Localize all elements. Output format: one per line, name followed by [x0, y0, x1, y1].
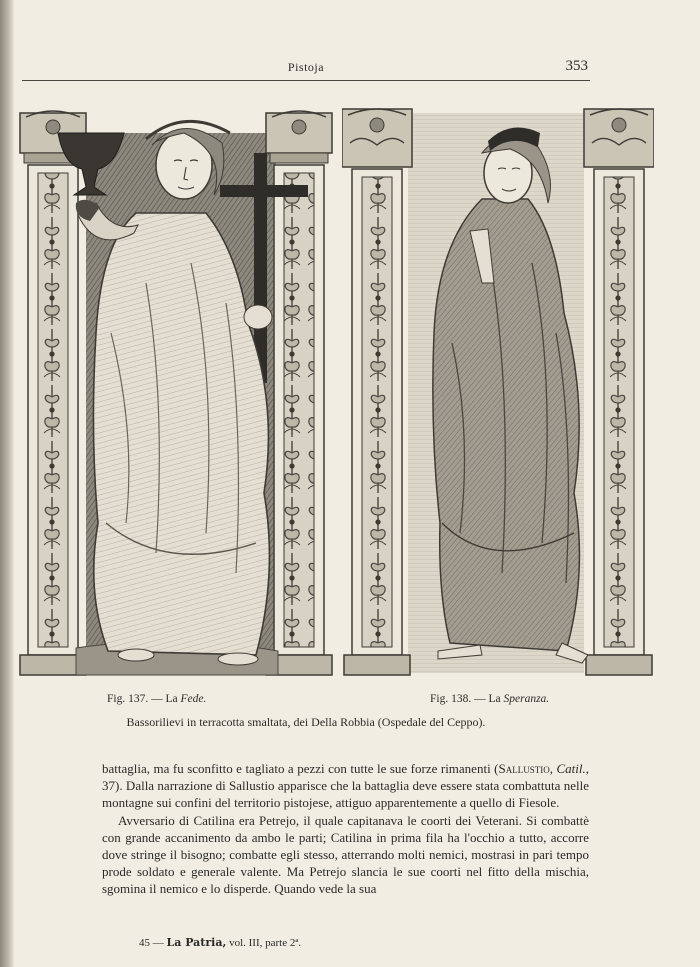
page-footer: [139, 936, 301, 949]
book-binding-edge: [0, 0, 14, 967]
figure-speranza-illustration: [342, 103, 654, 680]
plate-caption: Bassorilievi in terracotta smaltata, dei Della Robbia (Ospedale del Ceppo).: [126, 715, 486, 729]
running-head: [22, 58, 590, 81]
figure-138-caption: [430, 693, 549, 705]
figure-138-title: Speranza.: [503, 693, 550, 705]
body-text: [102, 760, 589, 898]
p1-work: Catil.: [556, 761, 586, 776]
p1-separator: ,: [549, 761, 557, 776]
p1-text-rest: Dalla narrazione di Sallustio apparisce che la battaglia deve essere stata combattuta nelle montagne sui confini del territorio pistojese, attiguo apparentemente a quello di Fiesole.: [102, 778, 589, 811]
page-title: Pistoja: [287, 60, 325, 74]
figure-fede-illustration: [16, 103, 336, 680]
figure-138-label: Fig. 138. — La: [430, 693, 501, 705]
figure-137-caption: [107, 693, 206, 705]
p1-ref: , 37).: [102, 761, 590, 794]
page-number: 353: [565, 58, 588, 74]
footer-signature: 45 —: [139, 937, 164, 949]
footer-publication: La Patria,: [166, 936, 227, 949]
illustration-plate: [16, 103, 654, 680]
p1-author: Sallustio: [498, 761, 550, 776]
figure-137-label: Fig. 137. — La: [107, 693, 178, 705]
paragraph-2: Avversario di Catilina era Petrejo, il quale capitanava le coorti dei Veterani. Si combattè con grande accanimento da ambo le parti; Catilina in prima fila ha l'occhio a tutto, accorre dove stringe il bisogno; combatte egli stesso, atterrando molti nemici, mostrasi in pari tempo prode soldato e generale valente. Ma Petrejo slancia le sue coorti nel fitto della mischia, sgomina il nemico e lo disperde. Quando vede la sua: [102, 812, 589, 897]
footer-volume: vol. III, parte 2ª.: [229, 937, 302, 949]
figure-137-title: Fede.: [180, 693, 207, 705]
paragraph-1: [102, 760, 589, 812]
p1-text-start: battaglia, ma fu sconfitto e tagliato a pezzi con tutte le sue forze rimanenti (: [102, 761, 499, 776]
